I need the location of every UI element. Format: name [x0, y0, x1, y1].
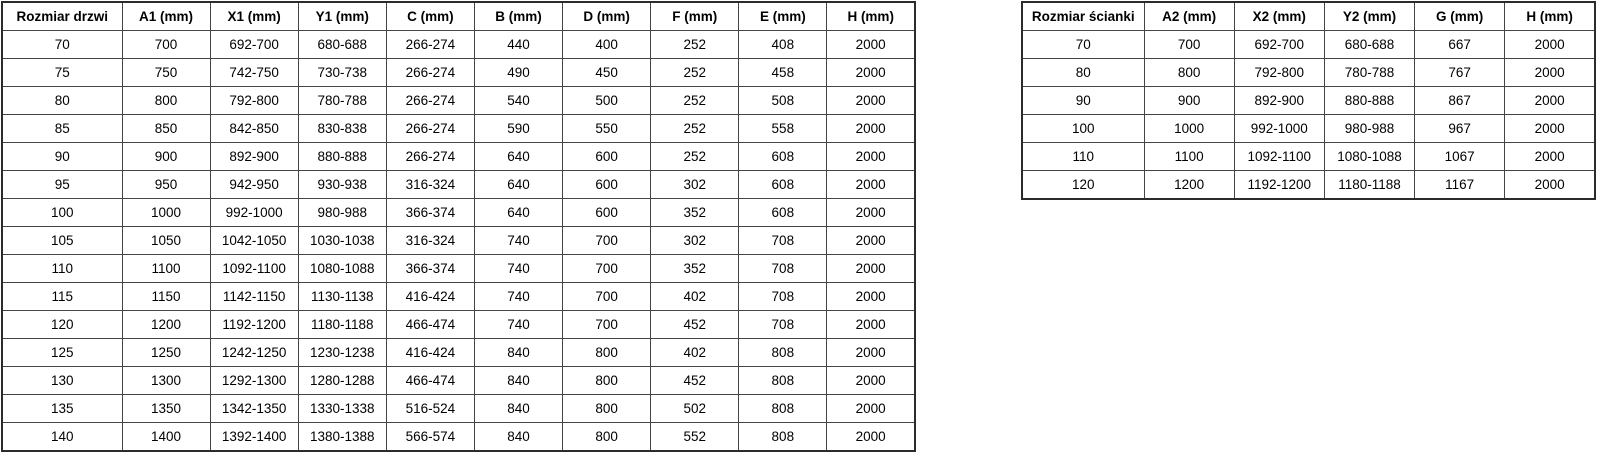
table-cell: 2000: [827, 143, 915, 171]
table-cell: 1050: [122, 227, 210, 255]
table-cell: 366-374: [386, 255, 474, 283]
table-cell: 2000: [827, 87, 915, 115]
table-row: [1022, 143, 1595, 171]
table-cell: 992-1000: [1234, 115, 1324, 143]
table-cell: 550: [563, 115, 651, 143]
table-cell: 1392-1400: [210, 423, 298, 452]
table-cell: 992-1000: [210, 199, 298, 227]
table-row: [2, 199, 915, 227]
table-cell: 490: [474, 59, 562, 87]
table-cell: 808: [739, 395, 827, 423]
table-cell: 842-850: [210, 115, 298, 143]
column-header: H (mm): [827, 2, 915, 31]
door-dimensions-table: [1, 1, 916, 452]
table-cell: 130: [2, 367, 122, 395]
table-cell: 516-524: [386, 395, 474, 423]
table-cell: 1000: [122, 199, 210, 227]
column-header: X1 (mm): [210, 2, 298, 31]
table-cell: 1200: [122, 311, 210, 339]
table-cell: 500: [563, 87, 651, 115]
table-cell: 742-750: [210, 59, 298, 87]
column-header: A2 (mm): [1144, 2, 1234, 31]
table-cell: 302: [651, 227, 739, 255]
table-cell: 600: [563, 199, 651, 227]
table-row: [2, 143, 915, 171]
table-cell: 266-274: [386, 115, 474, 143]
table-cell: 867: [1415, 87, 1505, 115]
column-header: F (mm): [651, 2, 739, 31]
table-row: [1022, 171, 1595, 200]
table-cell: 352: [651, 199, 739, 227]
table-cell: 100: [2, 199, 122, 227]
table-cell: 70: [1022, 31, 1144, 59]
table-cell: 366-374: [386, 199, 474, 227]
table-cell: 140: [2, 423, 122, 452]
table-cell: 70: [2, 31, 122, 59]
table-cell: 502: [651, 395, 739, 423]
table-cell: 466-474: [386, 311, 474, 339]
table-cell: 80: [2, 87, 122, 115]
table-cell: 850: [122, 115, 210, 143]
table-cell: 1280-1288: [298, 367, 386, 395]
table-cell: 800: [563, 339, 651, 367]
table-cell: 1192-1200: [210, 311, 298, 339]
table-cell: 667: [1415, 31, 1505, 59]
table-cell: 708: [739, 255, 827, 283]
table-cell: 252: [651, 143, 739, 171]
table-cell: 640: [474, 171, 562, 199]
table-cell: 120: [2, 311, 122, 339]
column-header: Rozmiar ścianki: [1022, 2, 1144, 31]
column-header: Y1 (mm): [298, 2, 386, 31]
table-cell: 640: [474, 143, 562, 171]
table-row: [2, 227, 915, 255]
column-header: D (mm): [563, 2, 651, 31]
table-cell: 2000: [1505, 87, 1595, 115]
table-cell: 1130-1138: [298, 283, 386, 311]
table-row: [1022, 115, 1595, 143]
table-cell: 590: [474, 115, 562, 143]
table-cell: 808: [739, 339, 827, 367]
table-cell: 352: [651, 255, 739, 283]
table-cell: 1100: [122, 255, 210, 283]
column-header: A1 (mm): [122, 2, 210, 31]
table-cell: 1167: [1415, 171, 1505, 200]
table-cell: 408: [739, 31, 827, 59]
table-cell: 740: [474, 227, 562, 255]
table-row: [2, 171, 915, 199]
table-cell: 608: [739, 199, 827, 227]
table-row: [1022, 87, 1595, 115]
table-row: [2, 339, 915, 367]
table-cell: 266-274: [386, 143, 474, 171]
table-cell: 740: [474, 311, 562, 339]
table-cell: 1080-1088: [298, 255, 386, 283]
table-cell: 800: [122, 87, 210, 115]
table-cell: 708: [739, 311, 827, 339]
table-cell: 880-888: [298, 143, 386, 171]
table-cell: 416-424: [386, 339, 474, 367]
table-cell: 1042-1050: [210, 227, 298, 255]
table-cell: 800: [563, 395, 651, 423]
table-cell: 1067: [1415, 143, 1505, 171]
header-row: [2, 2, 915, 31]
table-cell: 80: [1022, 59, 1144, 87]
table-row: [2, 311, 915, 339]
table-cell: 302: [651, 171, 739, 199]
table-cell: 700: [563, 283, 651, 311]
table-cell: 950: [122, 171, 210, 199]
table-cell: 692-700: [210, 31, 298, 59]
table-cell: 1080-1088: [1324, 143, 1414, 171]
table-cell: 840: [474, 367, 562, 395]
table-cell: 700: [1144, 31, 1234, 59]
table-row: [2, 255, 915, 283]
table-cell: 942-950: [210, 171, 298, 199]
table-cell: 110: [2, 255, 122, 283]
table-cell: 452: [651, 311, 739, 339]
table-cell: 252: [651, 87, 739, 115]
table-cell: 316-324: [386, 227, 474, 255]
table-cell: 830-838: [298, 115, 386, 143]
table-cell: 252: [651, 115, 739, 143]
table-cell: 640: [474, 199, 562, 227]
table-cell: 2000: [827, 115, 915, 143]
table-cell: 458: [739, 59, 827, 87]
table-cell: 808: [739, 423, 827, 452]
table-row: [2, 367, 915, 395]
table-cell: 740: [474, 255, 562, 283]
table-cell: 808: [739, 367, 827, 395]
table-cell: 452: [651, 367, 739, 395]
table-cell: 1100: [1144, 143, 1234, 171]
table-row: [1022, 31, 1595, 59]
table-cell: 2000: [1505, 31, 1595, 59]
table-cell: 740: [474, 283, 562, 311]
table-cell: 558: [739, 115, 827, 143]
table-cell: 1242-1250: [210, 339, 298, 367]
column-header: G (mm): [1415, 2, 1505, 31]
table-cell: 608: [739, 171, 827, 199]
table-cell: 105: [2, 227, 122, 255]
column-header: B (mm): [474, 2, 562, 31]
table-cell: 680-688: [298, 31, 386, 59]
table-cell: 266-274: [386, 59, 474, 87]
table-cell: 2000: [827, 199, 915, 227]
table-cell: 252: [651, 31, 739, 59]
table-cell: 402: [651, 283, 739, 311]
table-cell: 316-324: [386, 171, 474, 199]
table-cell: 85: [2, 115, 122, 143]
table-cell: 402: [651, 339, 739, 367]
table-cell: 1250: [122, 339, 210, 367]
table-cell: 1342-1350: [210, 395, 298, 423]
table-cell: 95: [2, 171, 122, 199]
table-cell: 2000: [827, 311, 915, 339]
table-cell: 1142-1150: [210, 283, 298, 311]
table-row: [2, 59, 915, 87]
table-cell: 2000: [827, 255, 915, 283]
column-header: Rozmiar drzwi: [2, 2, 122, 31]
table-cell: 880-888: [1324, 87, 1414, 115]
table-cell: 930-938: [298, 171, 386, 199]
table-cell: 466-474: [386, 367, 474, 395]
table-row: [2, 87, 915, 115]
table-cell: 2000: [827, 31, 915, 59]
table-cell: 700: [563, 311, 651, 339]
table-cell: 840: [474, 423, 562, 452]
table-cell: 90: [2, 143, 122, 171]
table-cell: 2000: [827, 283, 915, 311]
table-cell: 1200: [1144, 171, 1234, 200]
table-cell: 708: [739, 283, 827, 311]
column-header: E (mm): [739, 2, 827, 31]
table-cell: 75: [2, 59, 122, 87]
table-cell: 2000: [827, 339, 915, 367]
table-cell: 680-688: [1324, 31, 1414, 59]
table-cell: 115: [2, 283, 122, 311]
column-header: Y2 (mm): [1324, 2, 1414, 31]
table-cell: 967: [1415, 115, 1505, 143]
table-cell: 2000: [827, 367, 915, 395]
table-cell: 2000: [827, 423, 915, 452]
table-cell: 608: [739, 143, 827, 171]
table-cell: 600: [563, 171, 651, 199]
column-header: C (mm): [386, 2, 474, 31]
table-cell: 1180-1188: [1324, 171, 1414, 200]
table-cell: 792-800: [1234, 59, 1324, 87]
table-cell: 125: [2, 339, 122, 367]
table-cell: 1350: [122, 395, 210, 423]
table-cell: 266-274: [386, 87, 474, 115]
table-cell: 840: [474, 395, 562, 423]
table-cell: 2000: [1505, 115, 1595, 143]
table-cell: 980-988: [1324, 115, 1414, 143]
table-cell: 892-900: [1234, 87, 1324, 115]
table-row: [2, 423, 915, 452]
table-cell: 1180-1188: [298, 311, 386, 339]
table-cell: 600: [563, 143, 651, 171]
table-row: [2, 283, 915, 311]
table-cell: 700: [122, 31, 210, 59]
table-cell: 750: [122, 59, 210, 87]
table-cell: 440: [474, 31, 562, 59]
table-cell: 700: [563, 227, 651, 255]
table-cell: 1300: [122, 367, 210, 395]
table-cell: 266-274: [386, 31, 474, 59]
table-cell: 800: [1144, 59, 1234, 87]
table-cell: 730-738: [298, 59, 386, 87]
table-cell: 1192-1200: [1234, 171, 1324, 200]
table-cell: 2000: [1505, 143, 1595, 171]
table-row: [1022, 59, 1595, 87]
table-cell: 1230-1238: [298, 339, 386, 367]
table-cell: 120: [1022, 171, 1144, 200]
table-cell: 508: [739, 87, 827, 115]
table-cell: 980-988: [298, 199, 386, 227]
table-cell: 900: [122, 143, 210, 171]
table-cell: 1150: [122, 283, 210, 311]
table-row: [2, 31, 915, 59]
table-cell: 416-424: [386, 283, 474, 311]
table-cell: 2000: [827, 171, 915, 199]
table-row: [2, 395, 915, 423]
table-cell: 2000: [1505, 171, 1595, 200]
table-cell: 2000: [827, 395, 915, 423]
wall-panel-dimensions-table: [1021, 1, 1596, 200]
table-cell: 792-800: [210, 87, 298, 115]
table-cell: 566-574: [386, 423, 474, 452]
table-cell: 1092-1100: [1234, 143, 1324, 171]
table-cell: 540: [474, 87, 562, 115]
column-header: H (mm): [1505, 2, 1595, 31]
table-cell: 252: [651, 59, 739, 87]
table-cell: 400: [563, 31, 651, 59]
table-cell: 1380-1388: [298, 423, 386, 452]
table-cell: 800: [563, 423, 651, 452]
table-cell: 2000: [827, 59, 915, 87]
table-cell: 1292-1300: [210, 367, 298, 395]
table-cell: 800: [563, 367, 651, 395]
table-cell: 90: [1022, 87, 1144, 115]
table-cell: 2000: [827, 227, 915, 255]
table-cell: 135: [2, 395, 122, 423]
table-cell: 1330-1338: [298, 395, 386, 423]
table-cell: 1092-1100: [210, 255, 298, 283]
table-cell: 100: [1022, 115, 1144, 143]
table-cell: 110: [1022, 143, 1144, 171]
table-cell: 708: [739, 227, 827, 255]
table-cell: 900: [1144, 87, 1234, 115]
table-cell: 780-788: [1324, 59, 1414, 87]
table-cell: 840: [474, 339, 562, 367]
table-cell: 700: [563, 255, 651, 283]
table-cell: 692-700: [1234, 31, 1324, 59]
table-row: [2, 115, 915, 143]
table-cell: 1030-1038: [298, 227, 386, 255]
table-cell: 450: [563, 59, 651, 87]
table-cell: 552: [651, 423, 739, 452]
table-cell: 1000: [1144, 115, 1234, 143]
table-cell: 892-900: [210, 143, 298, 171]
table-cell: 1400: [122, 423, 210, 452]
header-row: [1022, 2, 1595, 31]
table-cell: 2000: [1505, 59, 1595, 87]
table-cell: 780-788: [298, 87, 386, 115]
column-header: X2 (mm): [1234, 2, 1324, 31]
table-cell: 767: [1415, 59, 1505, 87]
